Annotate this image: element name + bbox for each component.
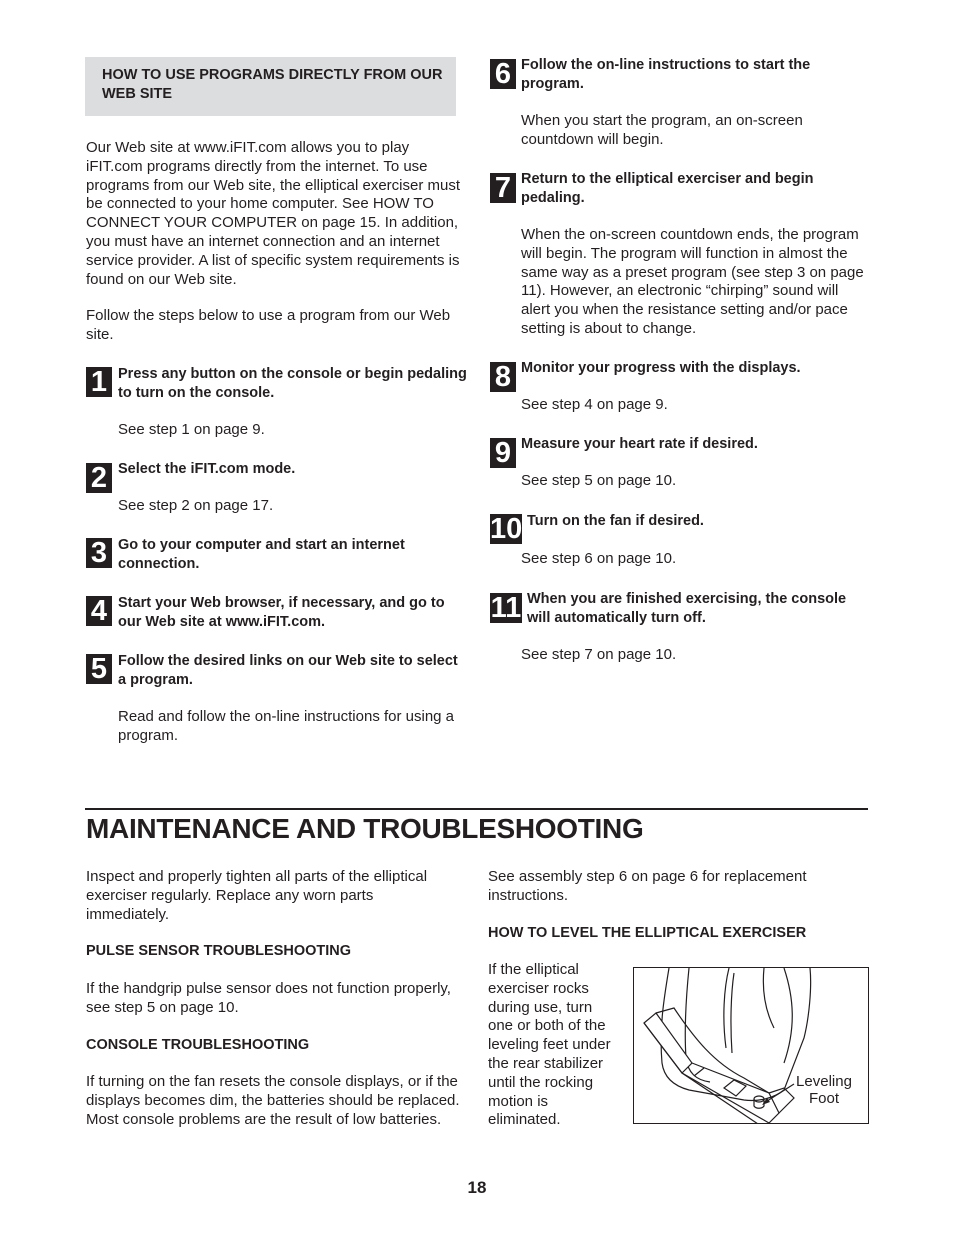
level-heading: HOW TO LEVEL THE ELLIPTICAL EXERCISER (488, 925, 807, 941)
step-9-body: See step 5 on page 10. (521, 472, 677, 489)
maintenance-intro: Inspect and properly tighten all parts of the elliptical exerciser regularly. Replace any worn parts immediately. (86, 868, 428, 923)
step-6-title: Follow the on-line instructions to start the program. (521, 57, 811, 92)
level-text: If the elliptical exerciser rocks during use, turn one or both of the leveling feet under the rear stabilizer until the rocking motion is eliminated. (488, 961, 611, 1129)
figure-label-line-1: Leveling (796, 1073, 852, 1090)
web-section-heading: HOW TO USE PROGRAMS DIRECTLY FROM OUR WEB SITE (102, 67, 443, 102)
step-9-number: 9 (490, 438, 516, 468)
step-11-title: When you are finished exercising, the console will automatically turn off. (527, 591, 847, 626)
step-6-number: 6 (490, 59, 516, 89)
step-3-title: Go to your computer and start an internet connection. (118, 537, 405, 572)
step-3-number: 3 (86, 538, 112, 568)
figure-label-line-2: Foot (808, 1090, 839, 1107)
step-10-title: Turn on the fan if desired. (527, 513, 704, 529)
step-1-body: See step 1 on page 9. (118, 421, 265, 438)
step-4-title: Start your Web browser, if necessary, and go to our Web site at www.iFIT.com. (118, 595, 445, 630)
step-5-title: Follow the desired links on our Web site to select a program. (118, 653, 458, 688)
step-11-body: See step 7 on page 10. (521, 646, 677, 663)
step-7-title: Return to the elliptical exerciser and begin pedaling. (521, 171, 814, 206)
step-9-title: Measure your heart rate if desired. (521, 436, 758, 452)
step-11-number: 11 (490, 592, 522, 624)
web-intro-paragraph: Our Web site at www.iFIT.com allows you to play iFIT.com programs directly from the internet. To use programs from our Web site, the elliptical exerciser must be connected to your home computer. See HOW TO CONNECT YOUR COMPUTER on page 15. In addition, you must have an internet connection and an internet service provider. A list of specific system requirements is found on our Web site. (86, 139, 461, 288)
step-2-number: 2 (86, 463, 112, 493)
step-8-title: Monitor your progress with the displays. (521, 360, 801, 376)
step-10-number: 10 (490, 513, 523, 545)
step-7-body: When the on-screen countdown ends, the program will begin. The program will function in almost the same way as a preset program (see step 3 on page 11). However, an electronic “chirping” sound will alert you when the resistance setting and/or pace setting is about to change. (521, 226, 864, 337)
step-1-title: Press any button on the console or begin pedaling to turn on the console. (118, 366, 467, 401)
step-7-number: 7 (490, 173, 516, 203)
step-5-body: Read and follow the on-line instructions for using a program. (118, 708, 455, 744)
maintenance-title: MAINTENANCE AND TROUBLESHOOTING (86, 813, 644, 844)
step-2-title: Select the iFIT.com mode. (118, 461, 296, 477)
step-1-number: 1 (86, 367, 112, 397)
step-8-number: 8 (490, 362, 516, 392)
page-number: 18 (467, 1178, 487, 1197)
figure-label (784, 1073, 864, 1107)
step-2-body: See step 2 on page 17. (118, 497, 274, 514)
console-text-continued: See assembly step 6 on page 6 for replacement instructions. (488, 868, 807, 904)
pulse-text: If the handgrip pulse sensor does not function properly, see step 5 on page 10. (86, 980, 451, 1016)
step-8-body: See step 4 on page 9. (521, 396, 668, 413)
web-section-heading-box (85, 57, 456, 116)
step-5-number: 5 (86, 654, 112, 684)
section-divider (85, 808, 868, 810)
step-4-number: 4 (86, 596, 112, 626)
step-10-body: See step 6 on page 10. (521, 550, 677, 567)
step-6-body: When you start the program, an on-screen countdown will begin. (521, 112, 803, 148)
leveling-foot-figure (633, 967, 869, 1124)
web-follow-paragraph: Follow the steps below to use a program from our Web site. (86, 307, 451, 343)
console-text: If turning on the fan resets the console displays, or if the displays becomes dim, the batteries should be replaced. Most console problems are the result of low batteries. (86, 1073, 460, 1128)
console-heading: CONSOLE TROUBLESHOOTING (86, 1037, 310, 1053)
pulse-heading: PULSE SENSOR TROUBLESHOOTING (86, 943, 352, 959)
